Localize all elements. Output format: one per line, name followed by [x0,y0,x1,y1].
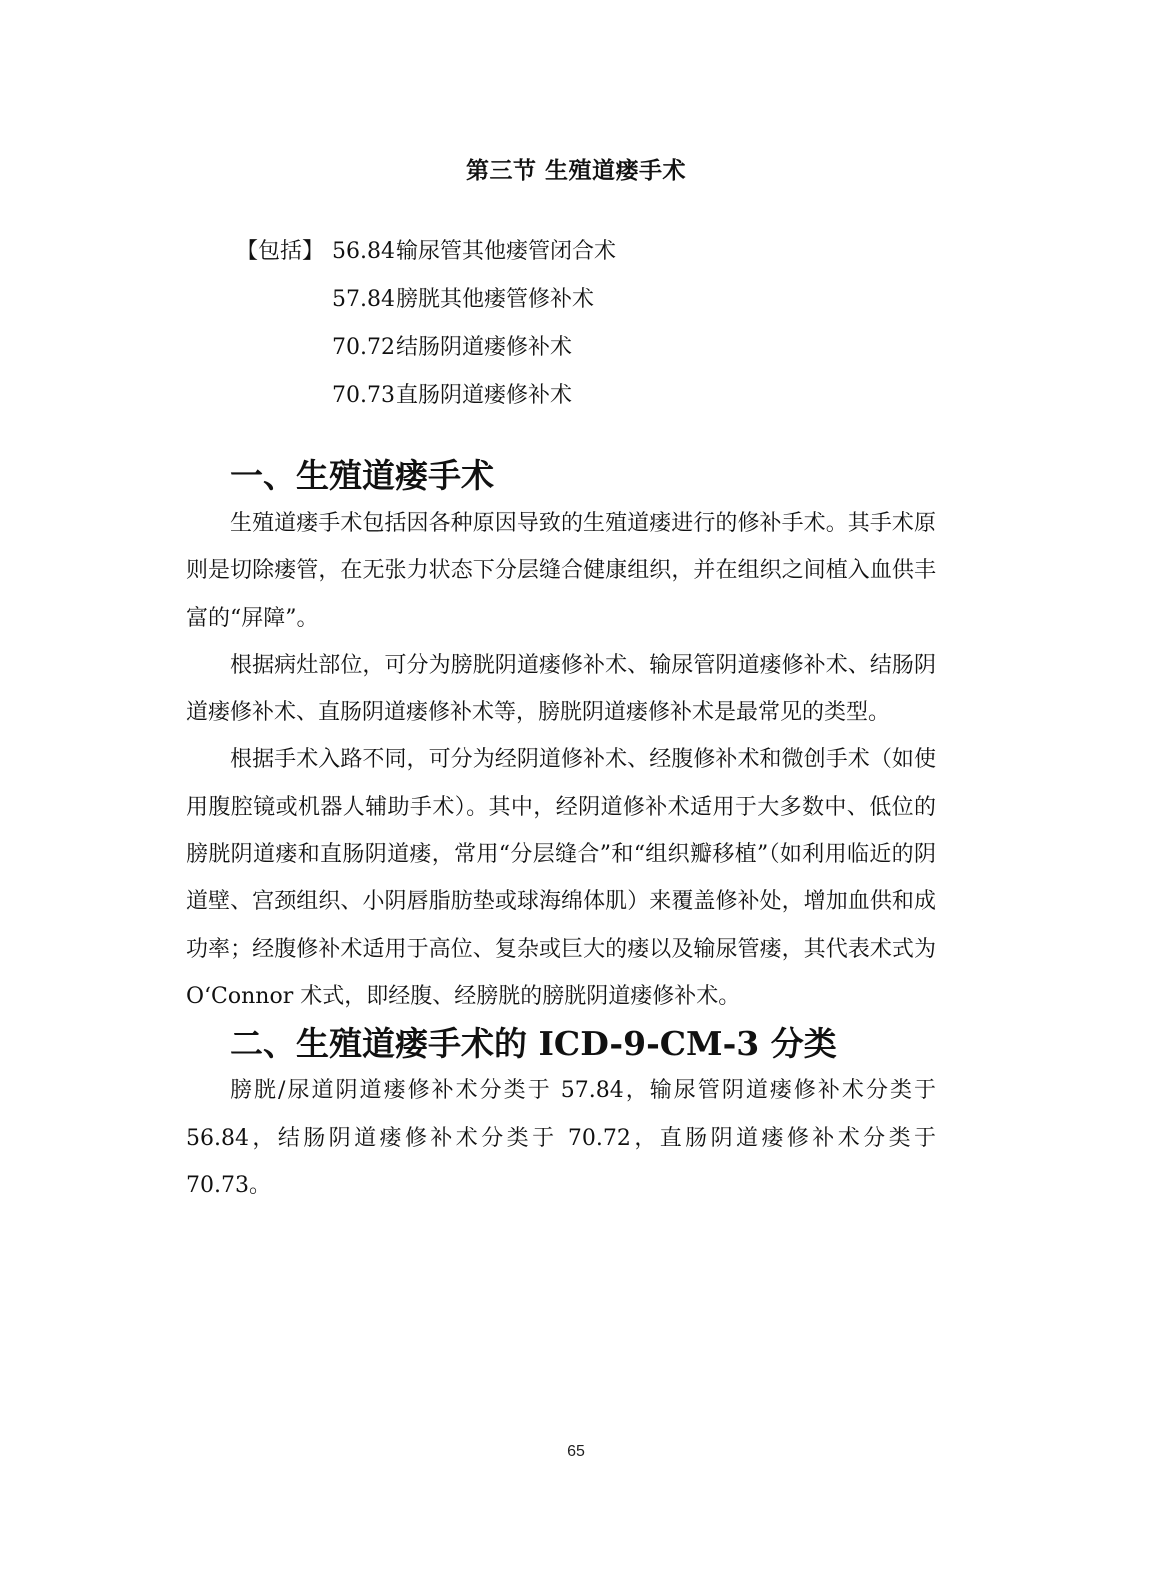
includes-item [236,280,616,328]
paragraph: 根据手术入路不同，可分为经阴道修补术、经腹修补术和微创手术（如使用腹腔镜或机器人辅助手术）。其中，经阴道修补术适用于大多数中、低位的膀胱阴道瘘和直肠阴道瘘，常用“分层缝合”和“组织瓣移植”（如利用临近的阴道壁、宫颈组织、小阴唇脂肪垫或球海绵体肌）来覆盖修补处，增加血供和成功率；经腹修补术适用于高位、复杂或巨大的瘘以及输尿管瘘，其代表术式为 O‘Connor 术式，即经腹、经膀胱的膀胱阴道瘘修补术。 [186,747,936,1009]
paragraph: 生殖道瘘手术包括因各种原因导致的生殖道瘘进行的修补手术。其手术原则是切除瘘管，在无张力状态下分层缝合健康组织，并在组织之间植入血供丰富的“屏障”。 [186,511,936,631]
body-text [186,452,936,1209]
procedure-code: 70.73 [332,383,395,408]
includes-item [236,232,616,280]
includes-list [236,232,616,424]
procedure-code: 70.72 [332,335,395,360]
includes-item [236,328,616,376]
section-title: 第三节 生殖道瘘手术 [465,157,686,184]
heading-part-2: 二、生殖道瘘手术的 ICD-9-CM-3 分类 [230,1024,837,1064]
procedure-name: 膀胱其他瘘管修补术 [396,287,595,312]
paragraph: 根据病灶部位，可分为膀胱阴道瘘修补术、输尿管阴道瘘修补术、结肠阴道瘘修补术、直肠阴道瘘修补术等，膀胱阴道瘘修补术是最常见的类型。 [186,652,936,726]
includes-item [236,376,616,424]
heading-part-1: 一、生殖道瘘手术 [230,456,494,495]
procedure-code: 57.84 [332,287,395,312]
procedure-name: 输尿管其他瘘管闭合术 [396,239,617,264]
procedure-name: 结肠阴道瘘修补术 [396,335,573,360]
procedure-code: 56.84 [332,239,395,264]
paragraph: 膀胱/尿道阴道瘘修补术分类于 57.84，输尿管阴道瘘修补术分类于 56.84，结肠阴道瘘修补术分类于 70.72，直肠阴道瘘修补术分类于 70.73。 [186,1078,936,1198]
procedure-name: 直肠阴道瘘修补术 [396,383,573,408]
page-number: 65 [567,1443,585,1460]
includes-prefix: 【包括】 [236,239,325,264]
